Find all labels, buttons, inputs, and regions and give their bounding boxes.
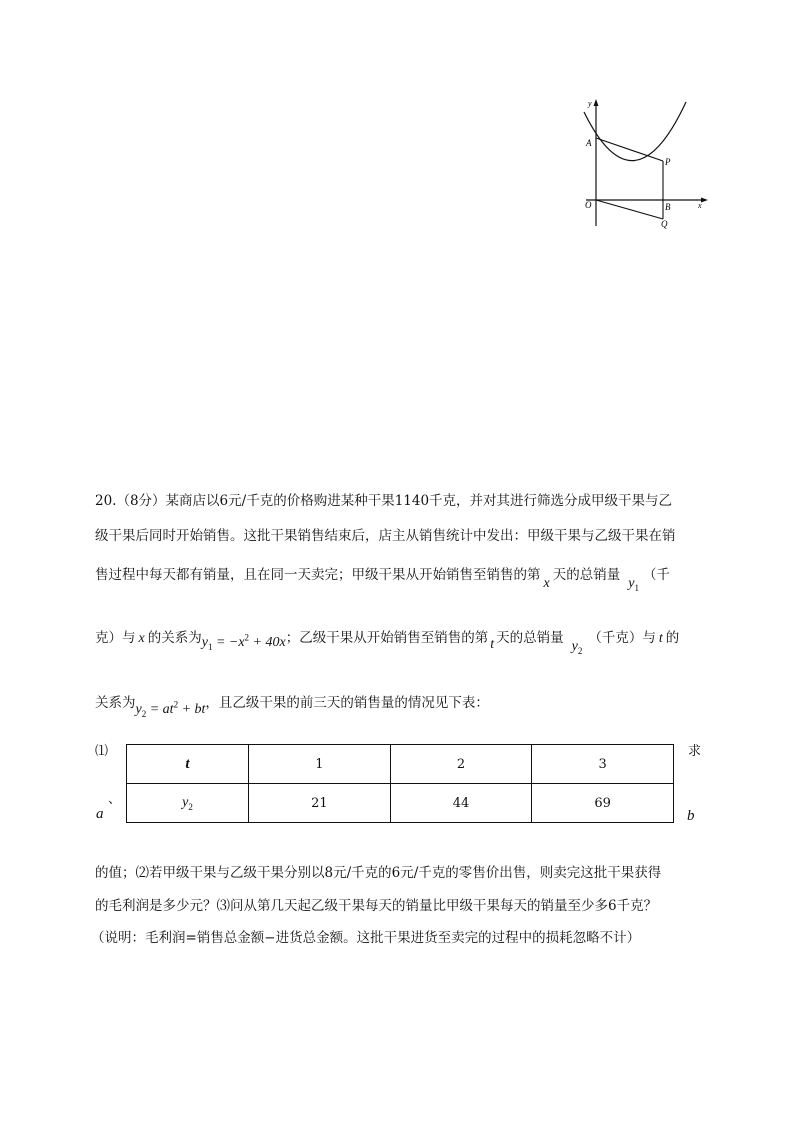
table-header-row <box>127 745 674 784</box>
side-left-mark: 、 <box>108 792 122 807</box>
label-A: A <box>586 138 592 148</box>
formula-y1-sup: 2 <box>244 632 250 643</box>
formula-y2-rest: = at <box>146 702 174 717</box>
line4-var-x: x <box>138 631 145 646</box>
line4-text-c: ；乙级干果从开始销售至销售的第 <box>285 630 489 646</box>
side-right-qiu: 求 <box>688 744 702 759</box>
table-row-cell-1: 21 <box>249 784 391 823</box>
table-row-label-sub: 2 <box>188 801 193 812</box>
var-y2-letter: y <box>571 639 578 654</box>
y-axis-arrow <box>594 99 599 106</box>
label-P: P <box>665 157 671 167</box>
formula-y1-letter: y <box>201 635 208 650</box>
label-B: B <box>665 202 671 212</box>
table-header-cell-2: 2 <box>390 745 532 784</box>
formula-y1 <box>201 632 286 652</box>
formula-y1-rest: = −x <box>212 635 245 650</box>
line5-text-b: ，且乙级干果的前三天的销售量的情况见下表： <box>205 695 489 711</box>
segment-AP <box>596 138 663 161</box>
line4-text-d: 天的总销量 <box>496 630 564 646</box>
formula-y1-tail: + 40x <box>249 635 286 650</box>
side-left-a: a <box>96 806 104 822</box>
problem-line-7: 的毛利润是多少元？⑶问从第几天起乙级干果每天的销量比甲级干果每天的销量至少多6千克？ <box>95 898 658 914</box>
label-y: y <box>588 99 592 108</box>
var-y2-sub: 2 <box>577 645 583 656</box>
formula-y2-letter: y <box>135 702 142 717</box>
line4-text-f: 的 <box>665 630 680 646</box>
coordinate-figure <box>574 96 714 230</box>
line4-var-t: t <box>490 637 495 652</box>
problem-line-5 <box>95 691 489 719</box>
problem-line-8: （说明：毛利润=销售总金额−进货总金额。这批干果进货至卖完的过程中的损耗忽略不计） <box>91 930 641 946</box>
problem-line-4 <box>95 626 680 656</box>
table-row <box>127 784 674 823</box>
problem-line-1: 20.（8分）某商店以6元/千克的价格购进某种干果1140千克，并对其进行筛选分成甲级干果与乙 <box>95 493 673 509</box>
formula-y2-sub: 2 <box>141 708 147 719</box>
side-right-b: b <box>687 808 695 824</box>
formula-y2 <box>135 699 206 719</box>
table-header-label: t <box>127 745 249 784</box>
table-row-cell-2: 44 <box>390 784 532 823</box>
formula-y1-sub: 1 <box>207 641 213 652</box>
sales-table <box>126 744 674 823</box>
label-O: O <box>585 200 592 210</box>
line4-var-t2: t <box>658 631 663 646</box>
table-header-cell-3: 3 <box>532 745 674 784</box>
line4-text-e: （千克）与 <box>588 630 656 646</box>
part1-marker: ⑴ <box>95 744 109 759</box>
line4-text-b: 的关系为 <box>147 630 202 646</box>
line5-text-a: 关系为 <box>95 695 136 711</box>
formula-y2-sup: 2 <box>173 699 179 710</box>
line4-text-a: 克）与 <box>95 630 136 646</box>
var-y2 <box>572 639 583 654</box>
table-header-cell-1: 1 <box>249 745 391 784</box>
table-row-label <box>127 784 249 823</box>
var-y1 <box>628 576 639 591</box>
segment-OQ <box>596 200 663 219</box>
line3-text-c: （千 <box>642 567 670 583</box>
formula-y2-tail: + bt <box>178 702 206 717</box>
var-y1-sub: 1 <box>634 582 639 593</box>
x-axis-arrow <box>701 198 708 203</box>
label-x: x <box>698 201 702 210</box>
line3-text-b: 天的总销量 <box>552 567 621 583</box>
var-y1-letter: y <box>628 576 635 591</box>
table-row-label-letter: y <box>182 794 189 810</box>
table-row-cell-3: 69 <box>532 784 674 823</box>
problem-line-3 <box>95 563 670 593</box>
line3-text-a: 售过程中每天都有销量，且在同一天卖完；甲级干果从开始销售至销售的第 <box>95 567 541 583</box>
problem-line-6: 的值；⑵若甲级干果与乙级干果分别以8元/千克的6元/千克的零售价出售，则卖完这批干果获得 <box>95 865 662 881</box>
problem-line-2: 级干果后同时开始销售。这批干果销售结束后，店主从销售统计中发出：甲级干果与乙级干果在销 <box>95 528 676 544</box>
table-row-label-var <box>182 795 193 810</box>
label-Q: Q <box>661 219 668 229</box>
var-x: x <box>543 576 550 591</box>
